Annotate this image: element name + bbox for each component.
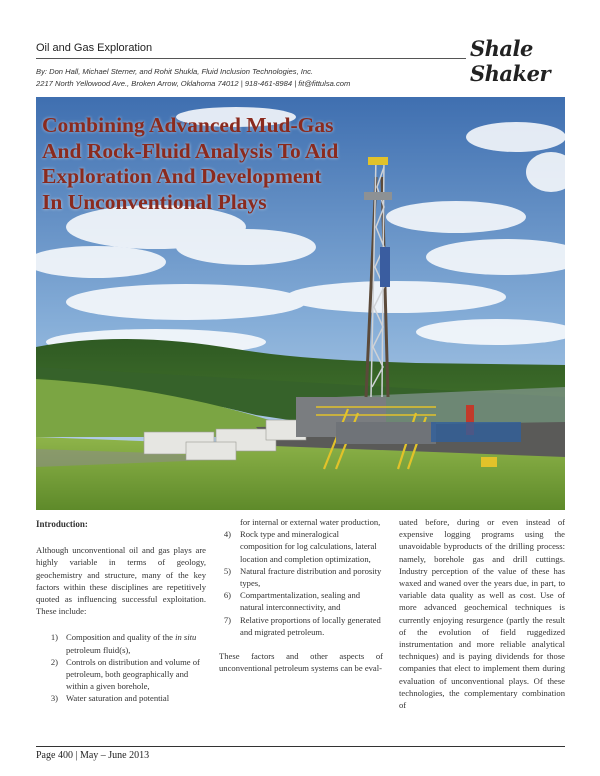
headline-line: Combining Advanced Mud-Gas <box>42 113 334 137</box>
list-item <box>36 631 206 655</box>
article-headline <box>42 113 372 215</box>
list-continuation: for internal or external water production, <box>240 517 381 527</box>
list-text: Natural fracture distribution and porosity types, <box>240 565 382 589</box>
list-number: 3) <box>50 693 58 704</box>
headline-line: In Unconventional Plays <box>42 189 267 214</box>
header-rule <box>36 58 466 59</box>
body-paragraph: These factors and other aspects of unconventional petroleum systems can be eval- <box>219 651 383 674</box>
factor-list <box>36 631 206 704</box>
list-text: Compartmentalization, sealing and natural interconnectivity, and <box>240 590 361 613</box>
list-item <box>219 528 383 565</box>
column-3 <box>399 516 565 711</box>
list-item <box>36 692 206 704</box>
headline-line: Exploration And Development <box>42 164 322 188</box>
hero-photo-drilling-rig <box>36 97 565 510</box>
list-text: Composition and quality of the in situ petroleum fluid(s), <box>66 632 197 655</box>
intro-paragraph: Although unconventional oil and gas plays are highly variable in terms of geology, geochemistry and structure, many of the key factors within these disciplines are repetitively quoted as influencing successful exploitation. These include: <box>36 545 206 617</box>
section-title: Oil and Gas Exploration <box>36 42 153 54</box>
list-text: Relative proportions of locally generated and migrated petroleum. <box>240 614 381 637</box>
page-footer: Page 400 | May – June 2013 <box>36 750 150 761</box>
introduction-heading: Introduction: <box>36 519 88 529</box>
body-paragraph: uated before, during or even instead of expensive logging programs using the unavoidable byproducts of the drilling process: namely, borehole gas and drill cuttings. Industry perception of the value of these has waxed and waned over the years due, in part, to variable data quality as well as cost. Use of more advanced geochemical techniques is currently enjoying resurgence (partly the result of the evolution of field ruggedized instrumentation and more reliable analytical techniques) and is paying dividends for those companies that elect to implement them during evaluation of unconventional plays. Of these technologies, the complementary combination of <box>399 517 565 711</box>
column-1 <box>36 516 206 705</box>
list-text: Water saturation and potential <box>66 693 170 704</box>
list-text: Controls on distribution and volume of petroleum, both geographically and within a given borehole, <box>66 656 200 692</box>
byline <box>36 66 350 89</box>
list-number: 5) <box>223 565 231 576</box>
list-text: Rock type and mineralogical composition for log calculations, lateral location and completion optimization, <box>240 529 377 564</box>
list-number: 6) <box>223 590 231 601</box>
address: 2217 North Yellowood Ave., Broken Arrow, Oklahoma 74012 | 918-461-8984 | fit@fittulsa.com <box>36 78 351 88</box>
column-2 <box>219 516 383 674</box>
list-number: 7) <box>223 614 231 625</box>
authors: By: Don Hall, Michael Sterner, and Rohit Shukla, Fluid Inclusion Technologies, Inc. <box>36 67 314 76</box>
headline-line: And Rock-Fluid Analysis To Aid <box>42 138 339 163</box>
list-item <box>219 589 383 613</box>
list-item <box>219 565 383 589</box>
list-item <box>36 656 206 693</box>
footer-rule <box>36 746 565 747</box>
list-number: 4) <box>223 529 231 540</box>
list-item <box>219 614 383 638</box>
list-number: 1) <box>50 632 58 643</box>
shale-shaker-logo: Shale Shaker <box>470 36 551 86</box>
factor-list-continued <box>219 528 383 638</box>
list-number: 2) <box>50 656 58 667</box>
